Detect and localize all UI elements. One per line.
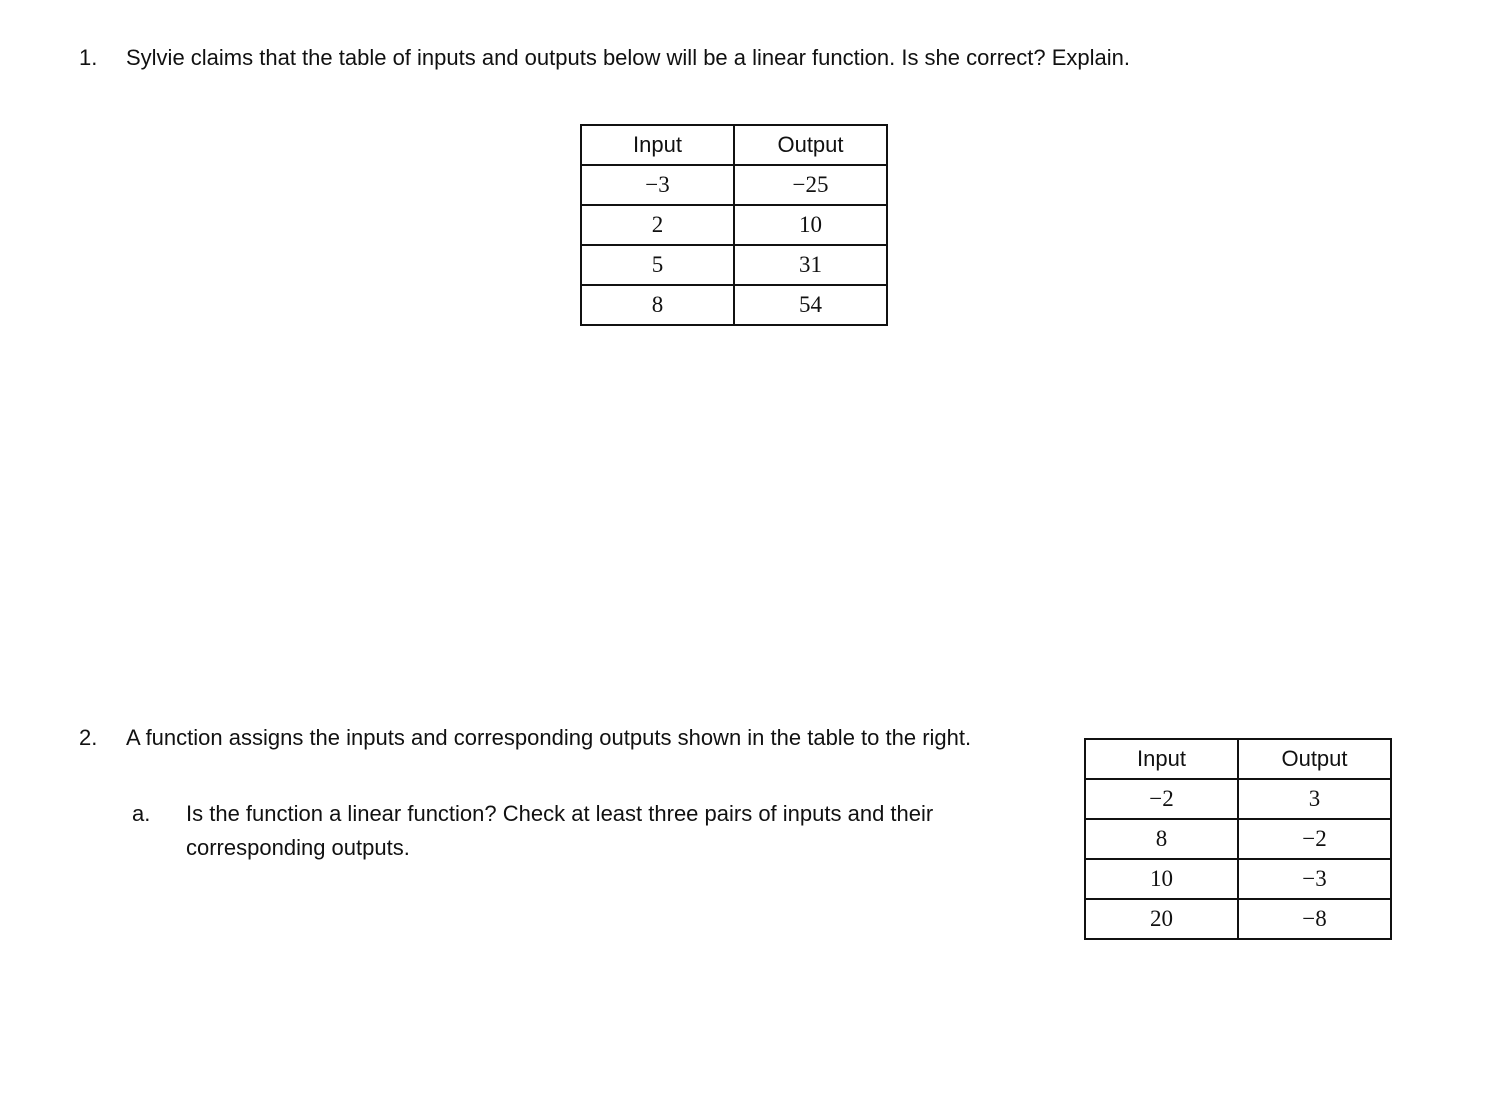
- problem-2-table: [1084, 738, 1392, 940]
- input-cell: 20: [1085, 899, 1238, 939]
- input-cell: 2: [581, 205, 734, 245]
- table-row: [581, 245, 887, 285]
- part-a-letter: a.: [132, 801, 151, 826]
- output-cell: 54: [734, 285, 887, 325]
- table-row: [581, 165, 887, 205]
- table-row: [581, 285, 887, 325]
- input-cell: 5: [581, 245, 734, 285]
- output-header: Output: [734, 125, 887, 165]
- problem-1-text: Sylvie claims that the table of inputs and outputs below will be a linear function. Is she correct? Explain.: [126, 45, 1130, 70]
- input-header: Input: [581, 125, 734, 165]
- table-header-row: [1085, 739, 1391, 779]
- input-cell: 8: [581, 285, 734, 325]
- output-header: Output: [1238, 739, 1391, 779]
- input-cell: −2: [1085, 779, 1238, 819]
- input-cell: 8: [1085, 819, 1238, 859]
- output-cell: −25: [734, 165, 887, 205]
- input-header: Input: [1085, 739, 1238, 779]
- problem-1-number: 1.: [79, 45, 98, 70]
- problem-1-table: [580, 124, 888, 326]
- output-cell: −8: [1238, 899, 1391, 939]
- problem-2-text: A function assigns the inputs and corresponding outputs shown in the table to the right.: [126, 725, 972, 750]
- problem-2-number: 2.: [79, 725, 98, 750]
- table-row: [1085, 899, 1391, 939]
- output-cell: 3: [1238, 779, 1391, 819]
- output-cell: 10: [734, 205, 887, 245]
- output-cell: −2: [1238, 819, 1391, 859]
- table-row: [1085, 859, 1391, 899]
- output-cell: 31: [734, 245, 887, 285]
- table-header-row: [581, 125, 887, 165]
- input-cell: −3: [581, 165, 734, 205]
- table-row: [1085, 819, 1391, 859]
- part-a-text: Is the function a linear function? Check at least three pairs of inputs and their corresponding outputs.: [186, 801, 934, 860]
- table-row: [581, 205, 887, 245]
- input-cell: 10: [1085, 859, 1238, 899]
- table-row: [1085, 779, 1391, 819]
- output-cell: −3: [1238, 859, 1391, 899]
